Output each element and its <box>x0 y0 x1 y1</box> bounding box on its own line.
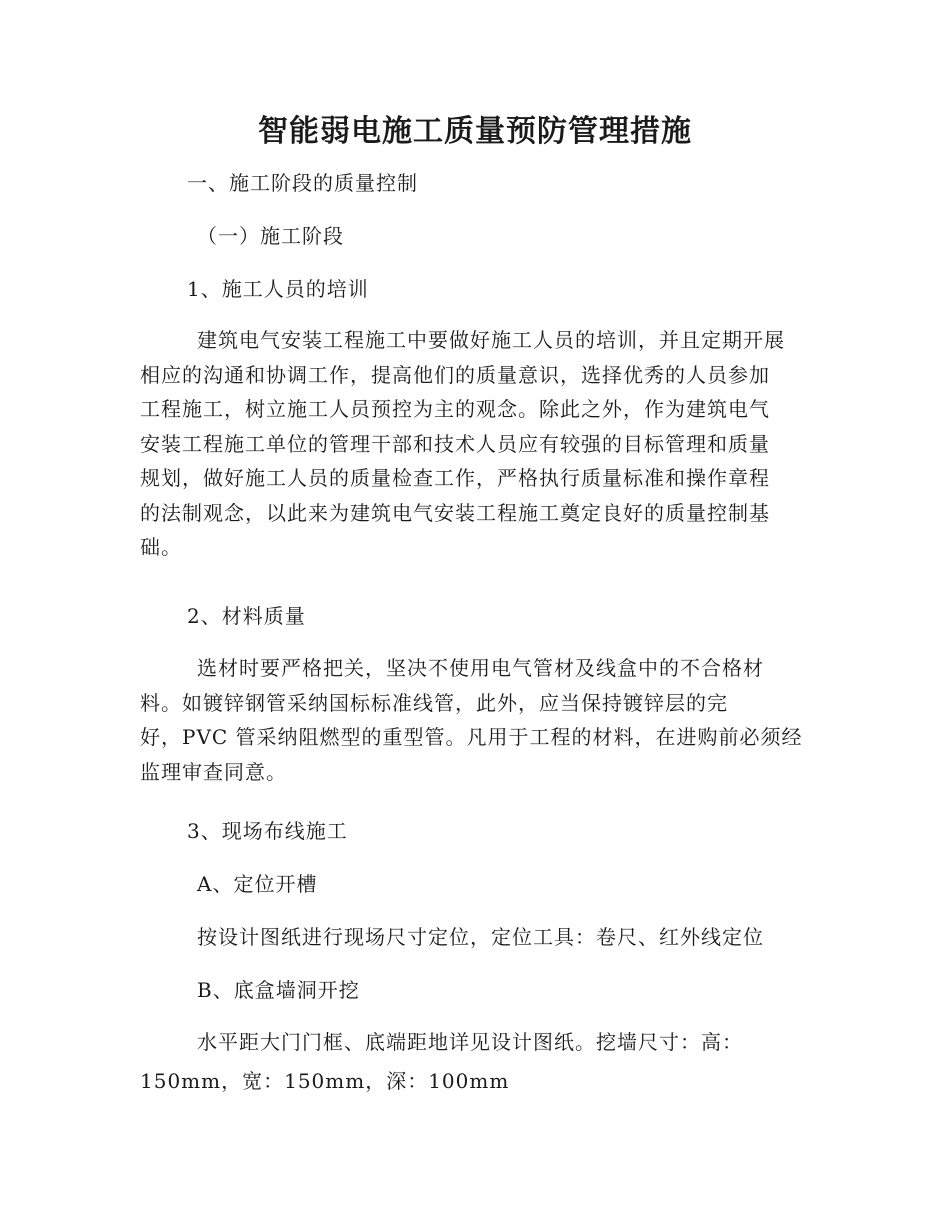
paragraph-line: 础。 <box>140 535 182 559</box>
paragraph-line: 规划，做好施工人员的质量检查工作，严格执行质量标准和操作章程 <box>140 466 770 490</box>
document-title: 智能弱电施工质量预防管理措施 <box>258 114 692 149</box>
paragraph-materials <box>140 651 810 789</box>
subitem-text-b-line2: 150mm，宽：150mm，深：100mm <box>140 1069 510 1093</box>
paragraph-line: 料。如镀锌钢管采纳国标标准线管，此外，应当保持镀锌层的完 <box>140 690 728 715</box>
paragraph-line: 好，PVC 管采纳阻燃型的重型管。凡用于工程的材料，在进购前必须经 <box>140 725 803 749</box>
paragraph-line: 工程施工，树立施工人员预控为主的观念。除此之外，作为建筑电气 <box>140 397 770 421</box>
subsection-heading: （一）施工阶段 <box>197 224 344 248</box>
section-heading-1: 一、施工阶段的质量控制 <box>187 171 418 195</box>
item-heading-materials: 2、材料质量 <box>187 604 306 628</box>
subitem-heading-a: A、定位开槽 <box>197 872 318 896</box>
paragraph-line: 监理审查同意。 <box>140 759 287 784</box>
subitem-text-a: 按设计图纸进行现场尺寸定位，定位工具：卷尺、红外线定位 <box>197 925 764 949</box>
item-heading-wiring: 3、现场布线施工 <box>187 819 348 843</box>
subitem-heading-b: B、底盒墙洞开挖 <box>197 978 360 1002</box>
paragraph-line: 安装工程施工单位的管理干部和技术人员应有较强的目标管理和质量 <box>140 431 770 456</box>
item-heading-training: 1、施工人员的培训 <box>187 277 369 301</box>
paragraph-line: 相应的沟通和协调工作，提高他们的质量意识，选择优秀的人员参加 <box>140 362 770 387</box>
subitem-text-b-line1: 水平距大门门框、底端距地详见设计图纸。挖墙尺寸：高： <box>197 1030 743 1054</box>
paragraph-line: 选材时要严格把关，坚决不使用电气管材及线盒中的不合格材 <box>197 656 764 680</box>
paragraph-line: 的法制观念，以此来为建筑电气安装工程施工奠定良好的质量控制基 <box>140 500 770 525</box>
paragraph-training <box>140 323 810 565</box>
paragraph-line: 建筑电气安装工程施工中要做好施工人员的培训，并且定期开展 <box>197 328 785 352</box>
